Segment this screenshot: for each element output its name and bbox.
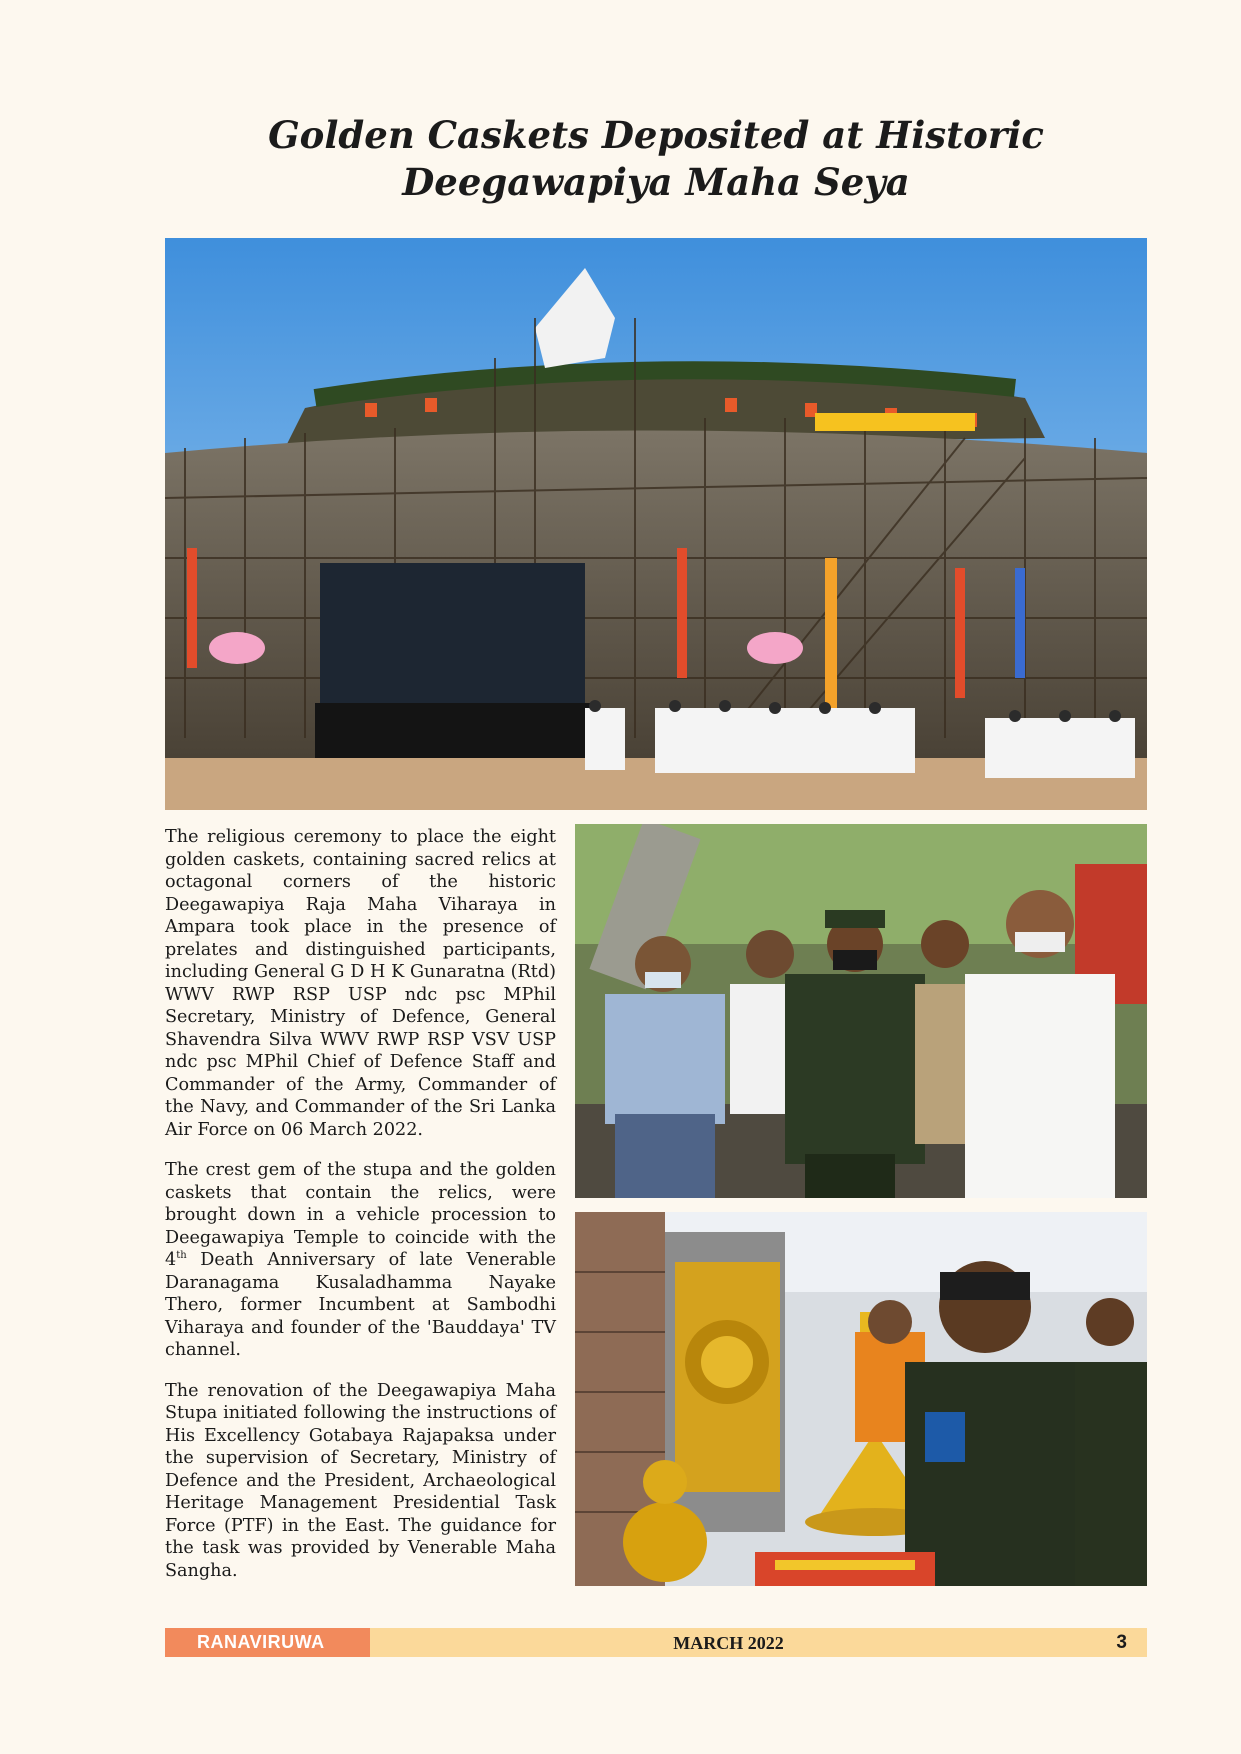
magazine-name: RANAVIRUWA (165, 1628, 370, 1657)
stupa-scaffolding-photo (165, 238, 1147, 810)
article-title: Golden Caskets Deposited at Historic Deegawapiya Maha Seya (268, 113, 1044, 204)
issue-date: MARCH 2022 (673, 1633, 784, 1653)
paragraph-renovation: The renovation of the Deegawapiya Maha Stupa initiated following the instructions of His Excellency Gotabaya Rajapaksa under the supervision of Secretary, Ministry of Defence and the President, Archaeological Heritage Management Presidential Task Force (PTF) in the East. The guidance for the task was provided by Venerable Maha Sangha. (165, 1380, 556, 1581)
golden-casket-photo (575, 1212, 1147, 1586)
officials-walking-photo (575, 824, 1147, 1198)
ordinal-suffix: th (176, 1250, 187, 1262)
article-body (165, 826, 556, 1600)
page-number: 3 (1116, 1632, 1127, 1653)
paragraph-ceremony: The religious ceremony to place the eight golden caskets, containing sacred relics at octagonal corners of the historic Deegawapiya Raja Maha Viharaya in Ampara took place in the presence of prelates and distinguished participants, including General G D H K Gunaratna (Rtd) WWV RWP RSP USP ndc psc MPhil Secretary, Ministry of Defence, General Shavendra Silva WWV RWP RSP VSV USP ndc psc MPhil Chief of Defence Staff and Commander of the Army, Commander of the Navy, and Commander of the Sri Lanka Air Force on 06 March 2022. (165, 827, 556, 1140)
page-footer (165, 1628, 1147, 1657)
paragraph-procession: The crest gem of the stupa and the golden caskets that contain the relics, were brought down in a vehicle procession to Deegawapiya Temple to coincide with the 4th Death Anniversary of late Venerable Daranagama Kusaladhamma Nayake Thero, former Incumbent at Sambodhi Viharaya and founder of the 'Bauddaya' TV channel. (165, 1160, 556, 1360)
